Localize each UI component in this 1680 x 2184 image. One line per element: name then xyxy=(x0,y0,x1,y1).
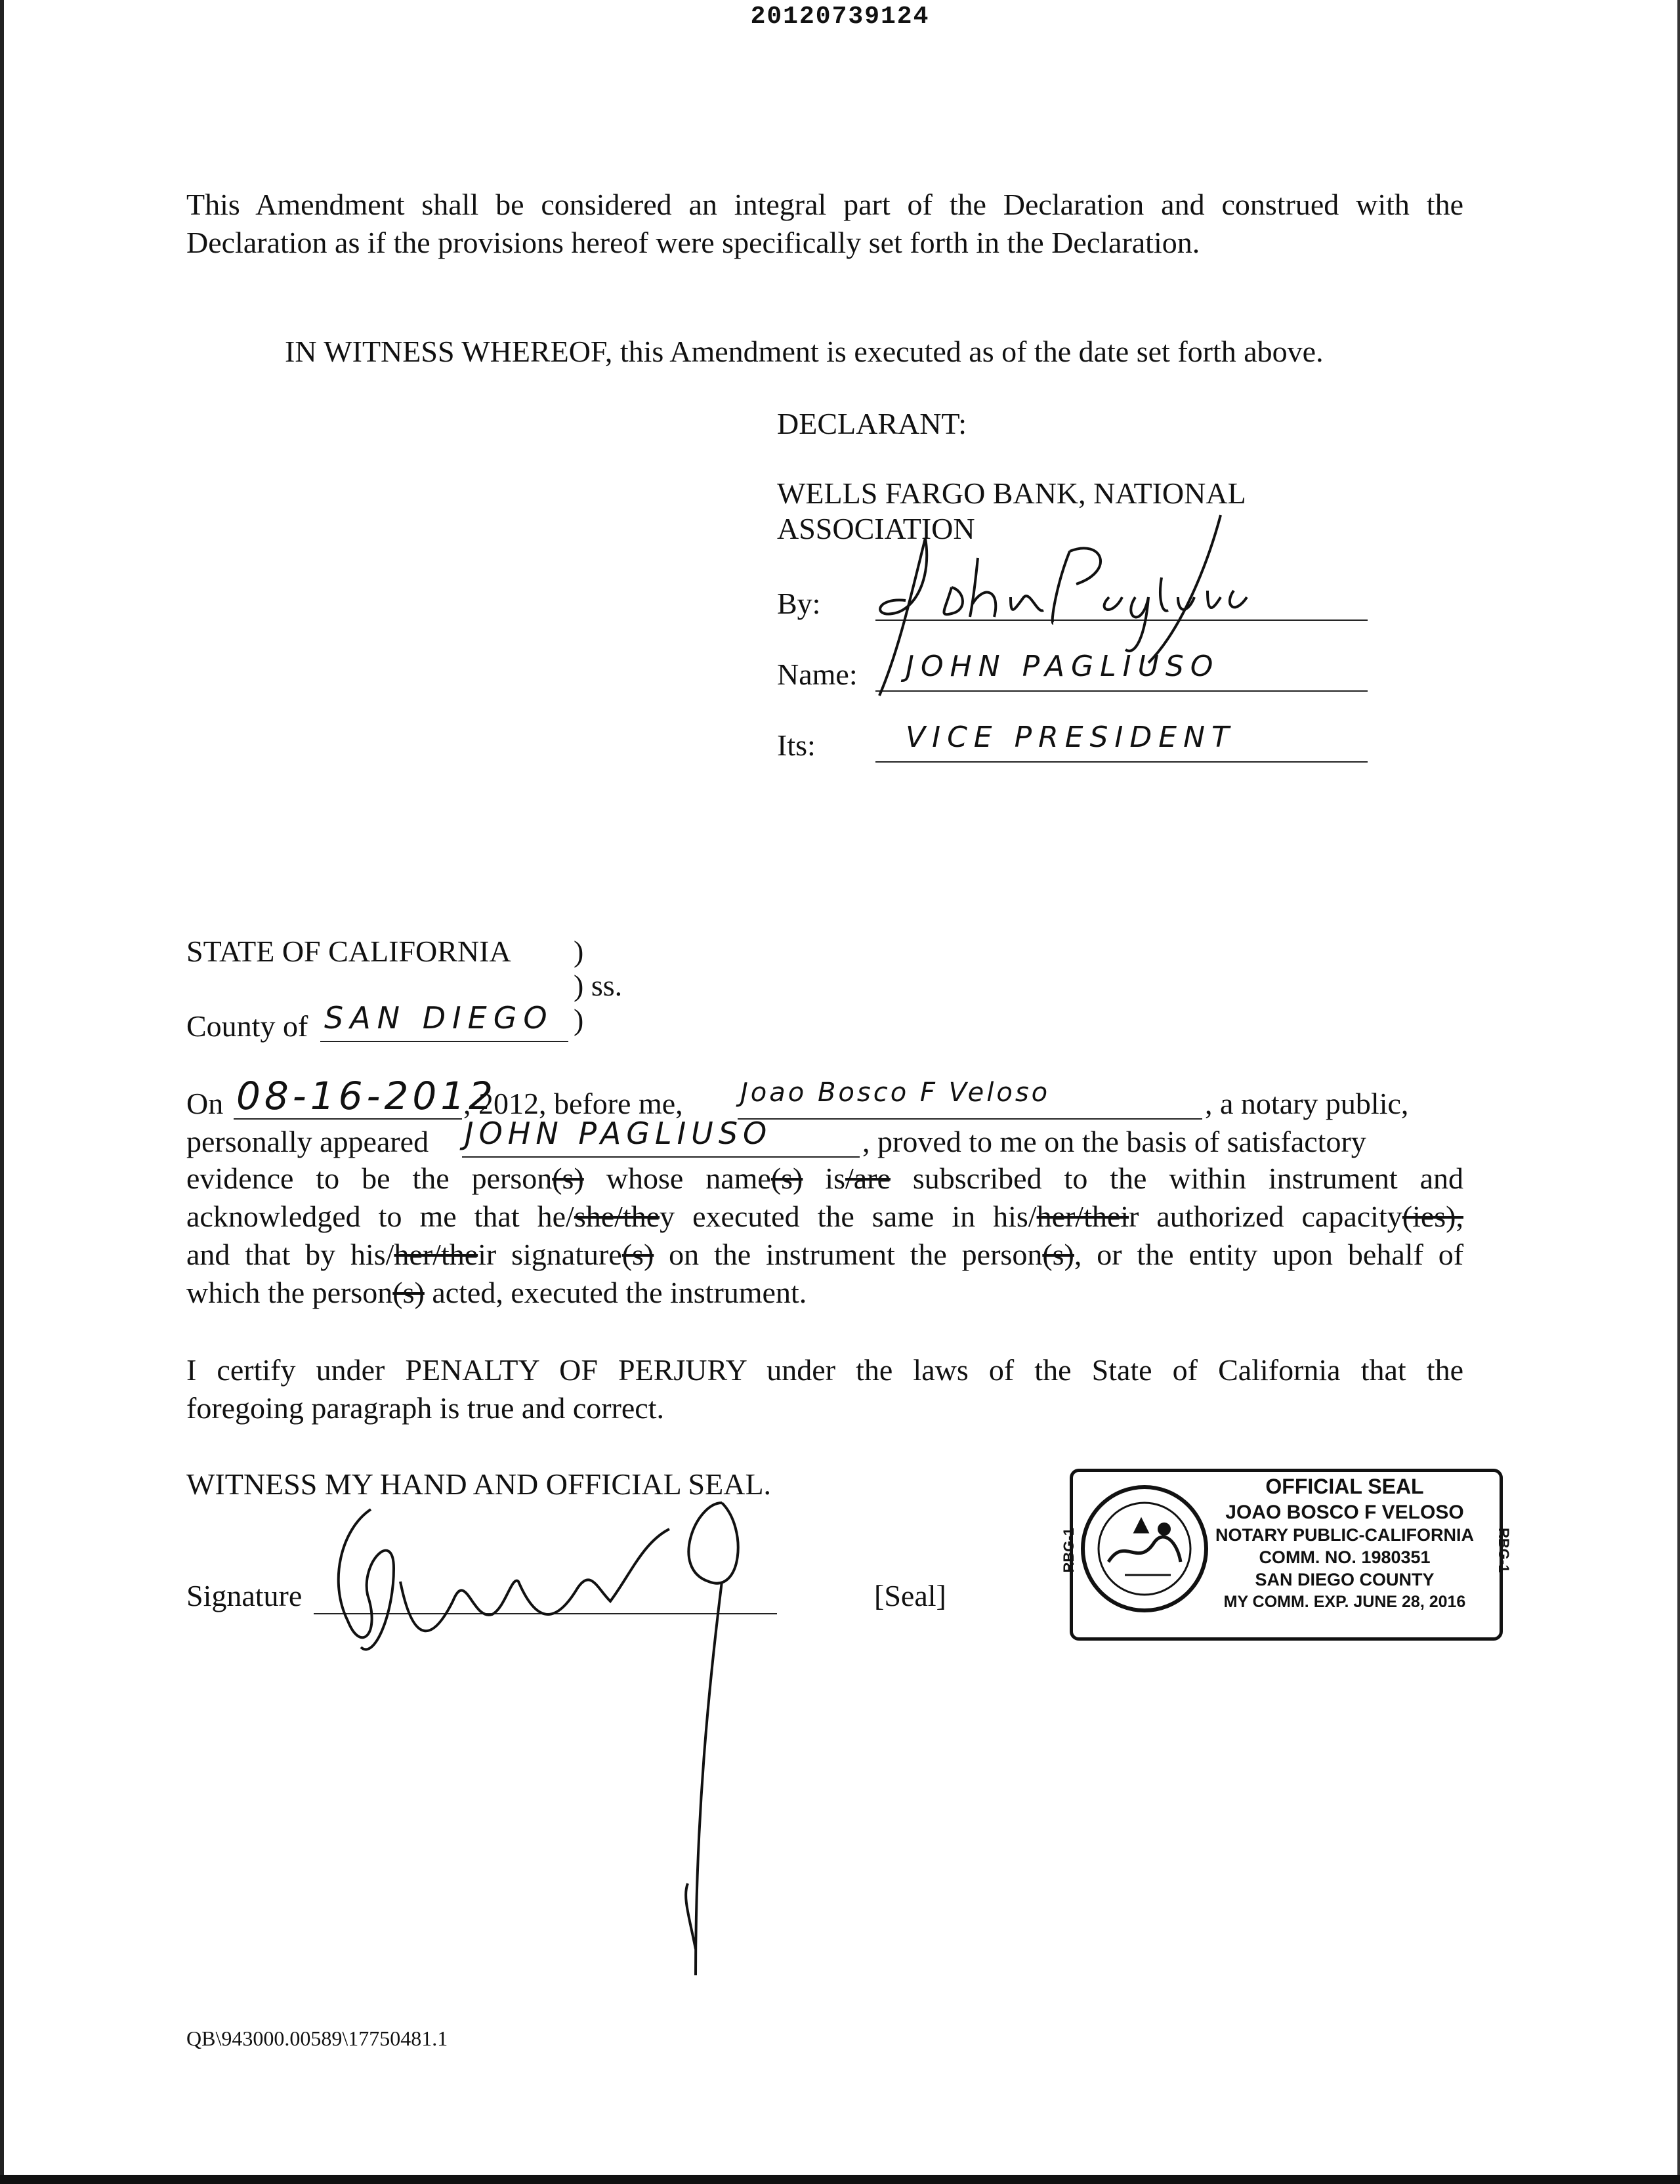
scan-edge-bottom xyxy=(0,2175,1680,2184)
county-line xyxy=(320,1041,568,1042)
amendment-paragraph-line1: This Amendment shall be considered an integral part of the Declaration and construed with the xyxy=(186,188,1463,221)
declarant-company-line1: WELLS FARGO BANK, NATIONAL xyxy=(777,476,1246,510)
venue-state: STATE OF CALIFORNIA xyxy=(186,934,511,968)
ack-line3: evidence to be the person(s) whose name(s) is/are subscribed to the within instrument and xyxy=(186,1162,1463,1195)
ack-notary-public: , a notary public, xyxy=(1205,1087,1409,1120)
certify-line2: foregoing paragraph is true and correct. xyxy=(186,1391,665,1425)
seal-text-block xyxy=(1204,1475,1486,1613)
ack-proved: , proved to me on the basis of satisfactory xyxy=(862,1125,1366,1158)
its-label: Its: xyxy=(777,728,816,762)
seal-commission-expiry: MY COMM. EXP. JUNE 28, 2016 xyxy=(1223,1593,1466,1611)
scan-edge-right xyxy=(1677,0,1680,2184)
ack-personally: personally appeared xyxy=(186,1125,429,1158)
witness-hand: WITNESS MY HAND AND OFFICIAL SEAL. xyxy=(186,1467,772,1501)
seal-commission-number: COMM. NO. 1980351 xyxy=(1259,1547,1431,1567)
declarant-signature xyxy=(853,499,1260,709)
venue-ss: ) ss. xyxy=(574,969,623,1002)
witness-whereof: IN WITNESS WHEREOF, this Amendment is executed as of the date set forth above. xyxy=(285,335,1324,368)
ack-date-handwritten: 08-16-2012 xyxy=(236,1074,497,1118)
ack-line5: and that by his/her/their signature(s) on the instrument the person(s), or the entity upon behalf of xyxy=(186,1238,1464,1271)
ack-date-line xyxy=(234,1118,462,1120)
county-value-handwritten: SAN DIEGO xyxy=(324,1000,554,1036)
document-number: 20120739124 xyxy=(750,3,930,31)
county-label: County of xyxy=(186,1009,308,1043)
ack-line4: acknowledged to me that he/she/they executed the same in his/her/their authorized capacity(ies), xyxy=(186,1200,1463,1233)
ack-line6: which the person(s) acted, executed the instrument. xyxy=(186,1276,807,1309)
footer-reference: QB\943000.00589\17750481.1 xyxy=(186,2026,448,2050)
name-value-handwritten: JOHN PAGLIUSO xyxy=(906,650,1220,683)
signature-label: Signature xyxy=(186,1579,303,1612)
ack-notary-line xyxy=(738,1118,1202,1120)
certify-line1: I certify under PENALTY OF PERJURY under the laws of the State of California that the xyxy=(186,1353,1463,1387)
venue-paren-2: ) xyxy=(574,1003,584,1036)
declarant-heading: DECLARANT: xyxy=(777,407,967,440)
amendment-paragraph-line2: Declaration as if the provisions hereof were specifically set forth in the Declaration. xyxy=(186,226,1200,259)
ack-notary-name-handwritten: Joao Bosco F Veloso xyxy=(740,1078,1051,1108)
seal-county: SAN DIEGO COUNTY xyxy=(1255,1570,1435,1589)
seal-label: [Seal] xyxy=(874,1579,946,1612)
ack-appeared-line xyxy=(462,1156,860,1158)
declarant-company-line2: ASSOCIATION xyxy=(777,512,975,545)
by-label: By: xyxy=(777,587,821,620)
ack-on: On xyxy=(186,1087,224,1120)
california-state-seal-emblem xyxy=(1079,1477,1210,1621)
seal-title: OFFICIAL SEAL xyxy=(1265,1475,1424,1498)
seal-notary-name: JOAO BOSCO F VELOSO xyxy=(1225,1502,1464,1523)
notary-signature xyxy=(302,1490,827,1988)
scan-edge-left xyxy=(0,0,4,2184)
its-value-handwritten: VICE PRESIDENT xyxy=(906,721,1236,754)
seal-side-code-left: RBG-1 xyxy=(1060,1528,1077,1573)
name-label: Name: xyxy=(777,658,858,691)
seal-notary-public: NOTARY PUBLIC-CALIFORNIA xyxy=(1215,1525,1474,1545)
venue-paren-1: ) xyxy=(574,934,584,968)
its-line xyxy=(875,761,1368,763)
official-notary-seal xyxy=(1059,1462,1511,1642)
ack-appeared-name-handwritten: JOHN PAGLIUSO xyxy=(465,1116,772,1151)
seal-side-code-right: RBG-1 xyxy=(1496,1528,1512,1573)
ack-year-text: , 2012, before me, xyxy=(463,1087,683,1120)
